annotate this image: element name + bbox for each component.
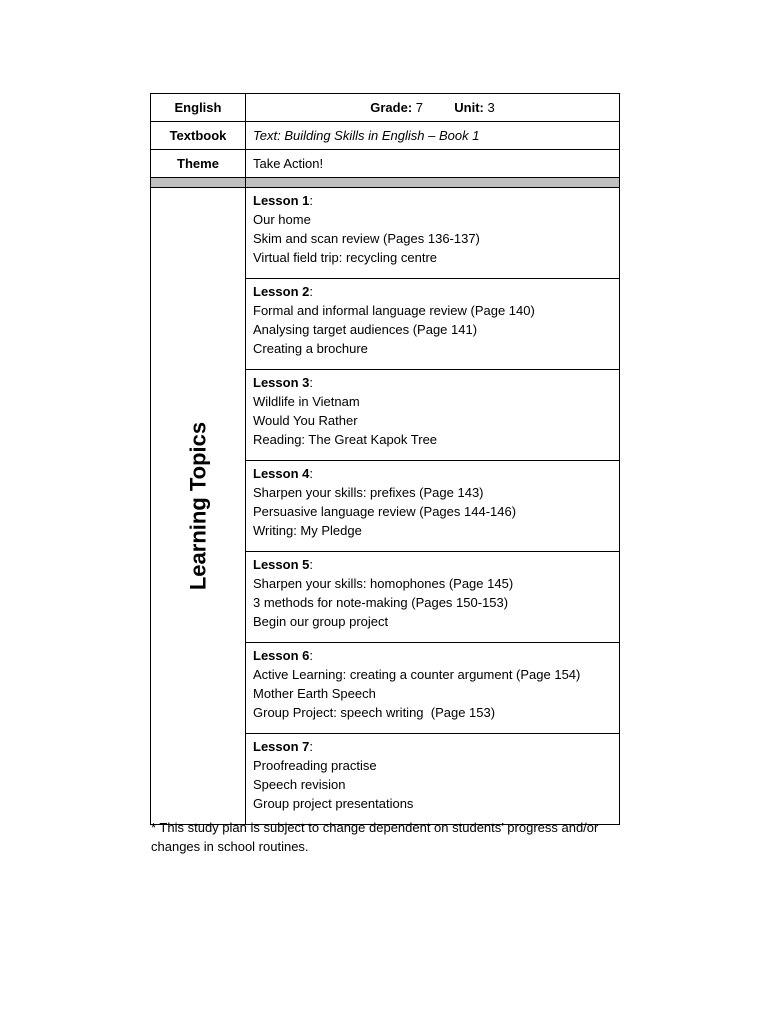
lesson-item: Analysing target audiences (Page 141)	[253, 322, 478, 337]
lesson-title: Lesson 6	[253, 648, 310, 663]
lesson-title: Lesson 4	[253, 466, 310, 481]
lesson-cell: Lesson 5: Sharpen your skills: homophones (Page 145) 3 methods for note-making (Pages 150-153) Begin our group project	[246, 552, 620, 643]
lesson-item: Writing: My Pledge	[253, 523, 362, 538]
subject-row	[151, 94, 620, 122]
study-plan-table	[150, 93, 620, 825]
lesson-item: Begin our group project	[253, 614, 389, 629]
lesson-title: Lesson 2	[253, 284, 310, 299]
learning-topics-label: Learning Topics	[185, 421, 211, 591]
textbook-row	[151, 122, 620, 150]
footnote: * This study plan is subject to change dependent on students’ progress and/or changes in school routines.	[151, 820, 599, 854]
lesson-item: Our home	[253, 212, 311, 227]
theme-value: Take Action!	[246, 150, 620, 178]
theme-label: Theme	[151, 150, 246, 178]
lesson-item: Virtual field trip: recycling centre	[253, 250, 438, 265]
lesson-item: Skim and scan review (Pages 136-137)	[253, 231, 480, 246]
lesson-item: Group Project: speech writing (Page 153)	[253, 705, 496, 720]
grade-value: 7	[415, 100, 424, 115]
lesson-title: Lesson 7	[253, 739, 310, 754]
lesson-item: Proofreading practise	[253, 758, 377, 773]
lesson-title: Lesson 3	[253, 375, 310, 390]
lesson-item: Creating a brochure	[253, 341, 368, 356]
lesson-item: Active Learning: creating a counter argument (Page 154)	[253, 667, 581, 682]
lesson-cell: Lesson 3: Wildlife in Vietnam Would You Rather Reading: The Great Kapok Tree	[246, 370, 620, 461]
lesson-item: Formal and informal language review (Page 140)	[253, 303, 535, 318]
learning-topics-cell	[151, 188, 246, 825]
divider-row	[151, 178, 620, 188]
lesson-item: Group project presentations	[253, 796, 414, 811]
lesson-cell: Lesson 6: Active Learning: creating a counter argument (Page 154) Mother Earth Speech Group Project: speech writing (Page 153)	[246, 643, 620, 734]
lesson-item: Persuasive language review (Pages 144-146)	[253, 504, 517, 519]
lesson-row	[151, 188, 620, 279]
lesson-item: Mother Earth Speech	[253, 686, 376, 701]
unit-value: 3	[487, 100, 495, 115]
lesson-item: Reading: The Great Kapok Tree	[253, 432, 438, 447]
unit-label: Unit:	[454, 100, 484, 115]
lesson-cell: Lesson 1: Our home Skim and scan review (Pages 136-137) Virtual field trip: recycling centre	[246, 188, 620, 279]
lesson-item: Sharpen your skills: homophones (Page 145)	[253, 576, 514, 591]
lesson-item: Speech revision	[253, 777, 346, 792]
lesson-item: Would You Rather	[253, 413, 358, 428]
lesson-cell: Lesson 2: Formal and informal language review (Page 140) Analysing target audiences (Page 141) Creating a brochure	[246, 279, 620, 370]
textbook-value: Text: Building Skills in English – Book 1	[246, 122, 620, 150]
textbook-label: Textbook	[151, 122, 246, 150]
lesson-cell: Lesson 4: Sharpen your skills: prefixes (Page 143) Persuasive language review (Pages 144-146) Writing: My Pledge	[246, 461, 620, 552]
lesson-item: 3 methods for note-making (Pages 150-153)	[253, 595, 509, 610]
lesson-cell: Lesson 7: Proofreading practise Speech revision Group project presentations	[246, 734, 620, 825]
grade-unit-cell	[246, 94, 620, 122]
lesson-item: Sharpen your skills: prefixes (Page 143)	[253, 485, 484, 500]
grade-label: Grade:	[370, 100, 413, 115]
theme-row	[151, 150, 620, 178]
lesson-title: Lesson 5	[253, 557, 310, 572]
subject-cell: English	[151, 94, 246, 122]
lesson-title: Lesson 1	[253, 193, 310, 208]
lesson-item: Wildlife in Vietnam	[253, 394, 360, 409]
